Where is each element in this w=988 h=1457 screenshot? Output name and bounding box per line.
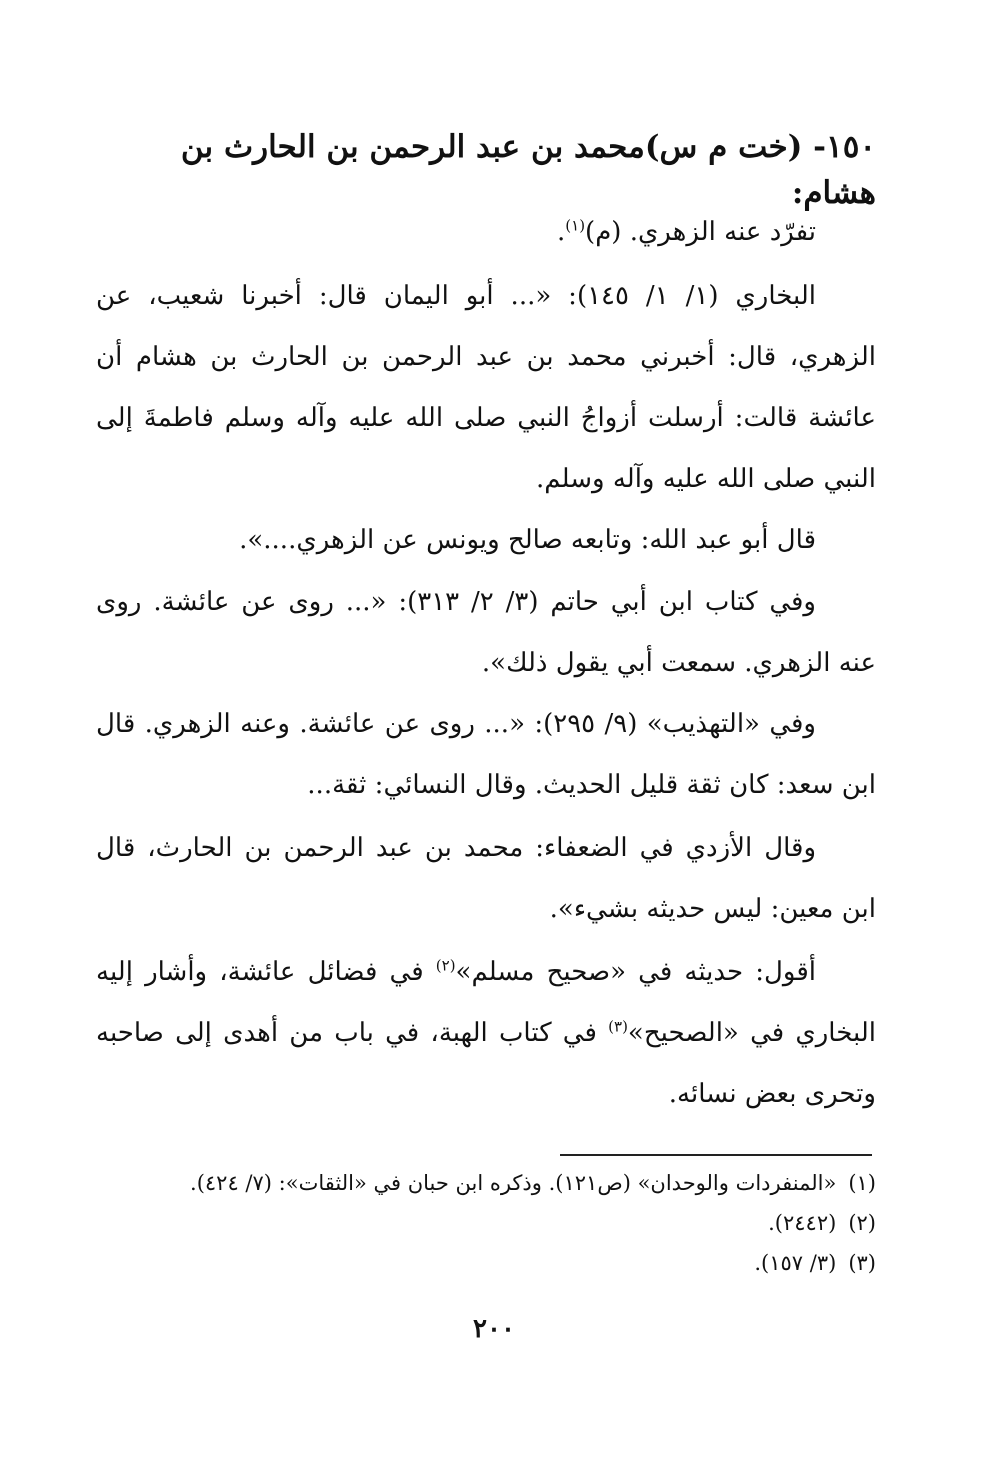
paragraph-1: [96, 202, 876, 263]
footnote-ref-3: (٣): [608, 1017, 628, 1036]
footnote-3-text: (٣/ ١٥٧).: [754, 1251, 837, 1275]
footnote-3: [96, 1243, 876, 1283]
footnote-divider: [560, 1154, 872, 1156]
entry-number: ١٥٠-: [813, 129, 876, 165]
paragraph-7-part-3: في كتاب الهبة، في باب من أهدى إلى صاحبه وتحرى بعض نسائه.: [96, 1018, 876, 1109]
footnote-ref-1: (١): [565, 216, 586, 235]
paragraph-5: وفي «التهذيب» (٩/ ٢٩٥): «... روى عن عائشة. وعنه الزهري. قال ابن سعد: كان ثقة قليل الحديث. وقال النسائي: ثقة...: [96, 709, 876, 800]
footnote-1-number: (١): [848, 1171, 876, 1195]
paragraph-2: البخاري (١/ ١/ ١٤٥): «... أبو اليمان قال: أخبرنا شعيب، عن الزهري، قال: أخبرني محمد بن عبد الرحمن بن الحارث بن هشام أن عائشة قالت: أرسلت أزواجُ النبي صلى الله عليه وآله وسلم فاطمةَ إلى النبي صلى الله عليه وآله وسلم.: [96, 281, 876, 494]
footnote-1-text: «المنفردات والوحدان» (ص١٢١). وذكره ابن حبان في «الثقات»: (٧/ ٤٢٤).: [190, 1171, 837, 1195]
footnote-2-text: (٢٤٤٢).: [768, 1211, 837, 1235]
paragraph-1-text: تفرّد عنه الزهري. (م): [585, 217, 816, 247]
paragraph-3: قال أبو عبد الله: وتابعه صالح ويونس عن الزهري....».: [239, 525, 816, 555]
paragraph-4: وفي كتاب ابن أبي حاتم (٣/ ٢/ ٣١٣): «... روى عن عائشة. روى عنه الزهري. سمعت أبي يقول ذلك».: [96, 587, 876, 678]
paragraph-6: وقال الأزدي في الضعفاء: محمد بن عبد الرحمن بن الحارث، قال ابن معين: ليس حديثه بشيء».: [96, 833, 876, 924]
entry-symbols: (خت م س): [644, 129, 803, 165]
footnote-ref-2: (٢): [435, 956, 456, 975]
footnote-1: [96, 1163, 876, 1203]
footnotes: [96, 1163, 876, 1283]
footnote-3-number: (٣): [848, 1251, 876, 1275]
paragraph-7-part-1: أقول: حديثه في «صحيح مسلم»: [455, 957, 816, 987]
page-number: ٢٠٠: [473, 1314, 515, 1344]
paragraph-7: [96, 942, 876, 1125]
paragraph-1-end: .: [557, 217, 566, 247]
footnote-2-number: (٢): [848, 1211, 876, 1235]
footnote-2: [96, 1203, 876, 1243]
entry-name: محمد بن عبد الرحمن بن الحارث بن هشام:: [180, 129, 876, 211]
paragraph-7-part-2: في فضائل عائشة، وأشار إليه البخاري في «الصحيح»: [96, 957, 876, 1048]
